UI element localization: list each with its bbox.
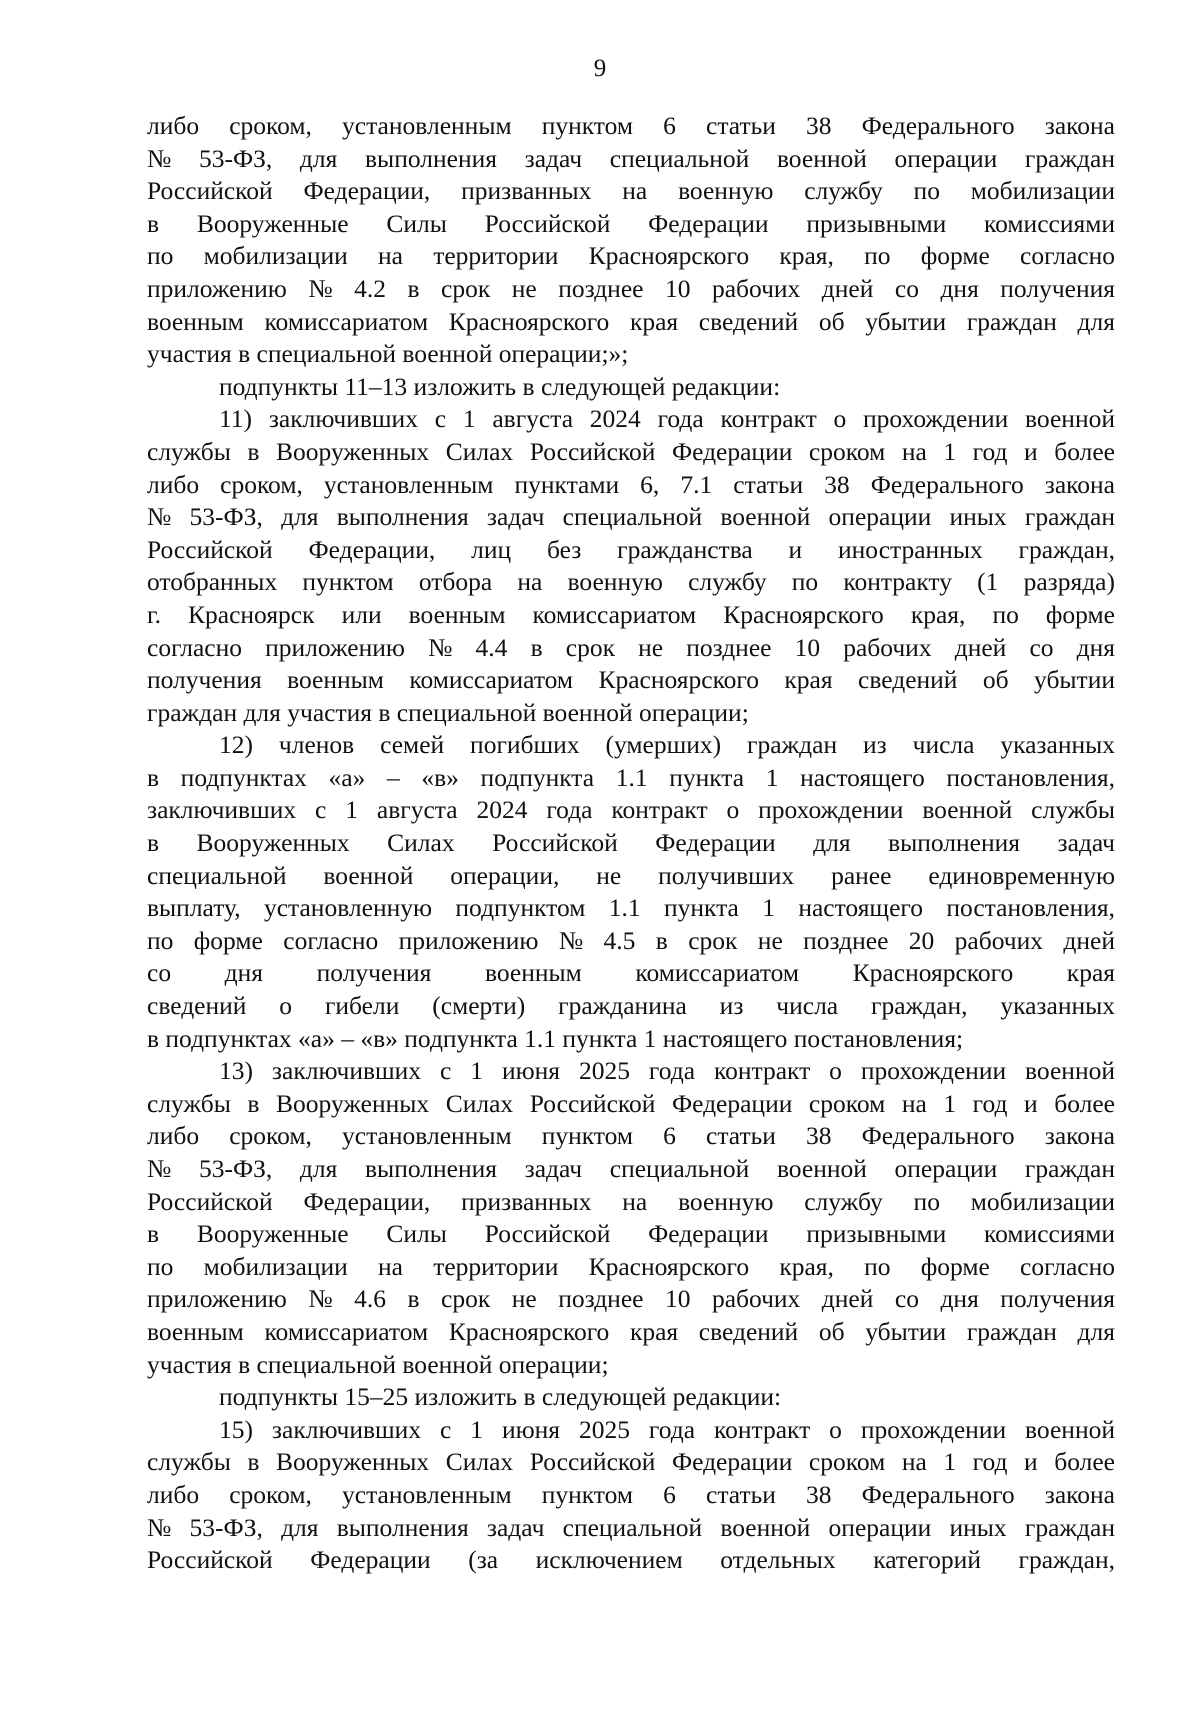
text-line: участия в специальной военной операции;»; — [147, 339, 629, 369]
text-line: Российской Федерации, призванных на военную службу по мобилизации — [147, 1186, 1115, 1216]
text-line: в Вооруженные Силы Российской Федерации призывными комиссиями — [147, 208, 1115, 238]
text-line: граждан для участия в специальной военной операции; — [147, 697, 749, 727]
text-line: 12) членов семей погибших (умерших) граждан из числа указанных — [219, 730, 1115, 760]
text-line: выплату, установленную подпунктом 1.1 пункта 1 настоящего постановления, — [147, 893, 1115, 923]
text-line: приложению № 4.6 в срок не позднее 10 рабочих дней со дня получения — [147, 1284, 1115, 1314]
text-line: в подпунктах «а» – «в» подпункта 1.1 пункта 1 настоящего постановления; — [147, 1023, 964, 1053]
text-line: № 53-ФЗ, для выполнения задач специальной военной операции иных граждан — [147, 502, 1115, 532]
text-line: отобранных пунктом отбора на военную службу по контракту (1 разряда) — [147, 567, 1115, 597]
text-line: 11) заключивших с 1 августа 2024 года контракт о прохождении военной — [219, 404, 1115, 434]
text-line: № 53-ФЗ, для выполнения задач специальной военной операции граждан — [147, 143, 1115, 173]
text-line: подпункты 15–25 изложить в следующей редакции: — [219, 1382, 782, 1412]
text-line: согласно приложению № 4.4 в срок не позднее 10 рабочих дней со дня — [147, 632, 1115, 662]
text-line: подпункты 11–13 изложить в следующей редакции: — [219, 371, 781, 401]
text-line: в Вооруженные Силы Российской Федерации призывными комиссиями — [147, 1219, 1115, 1249]
text-line: № 53-ФЗ, для выполнения задач специальной военной операции граждан — [147, 1154, 1115, 1183]
text-line: участия в специальной военной операции; — [147, 1349, 609, 1379]
text-line: Российской Федерации (за исключением отдельных категорий граждан, — [147, 1545, 1115, 1575]
text-line: № 53-ФЗ, для выполнения задач специальной военной операции иных граждан — [147, 1512, 1115, 1542]
text-line: либо сроком, установленным пунктом 6 статьи 38 Федерального закона — [147, 1121, 1115, 1151]
text-line: 15) заключивших с 1 июня 2025 года контракт о прохождении военной — [219, 1414, 1115, 1444]
text-line: военным комиссариатом Красноярского края сведений об убытии граждан для — [147, 306, 1115, 336]
text-line: со дня получения военным комиссариатом Красноярского края — [147, 958, 1115, 988]
text-line: заключивших с 1 августа 2024 года контракт о прохождении военной службы — [147, 795, 1115, 825]
text-line: получения военным комиссариатом Красноярского края сведений об убытии — [147, 665, 1115, 695]
text-line: в подпунктах «а» – «в» подпункта 1.1 пункта 1 настоящего постановления, — [147, 762, 1115, 792]
text-line: либо сроком, установленным пунктами 6, 7.1 статьи 38 Федерального закона — [147, 469, 1115, 499]
text-line: службы в Вооруженных Силах Российской Федерации сроком на 1 год и более — [147, 436, 1115, 466]
page-number: 9 — [593, 55, 607, 82]
text-line: Российской Федерации, призванных на военную службу по мобилизации — [147, 176, 1115, 206]
text-line: Российской Федерации, лиц без гражданства и иностранных граждан, — [147, 534, 1115, 564]
text-line: военным комиссариатом Красноярского края сведений об убытии граждан для — [147, 1316, 1115, 1346]
text-line: либо сроком, установленным пунктом 6 статьи 38 Федерального закона — [147, 1479, 1115, 1509]
text-line: по мобилизации на территории Красноярского края, по форме согласно — [147, 241, 1115, 271]
text-line: по мобилизации на территории Красноярского края, по форме согласно — [147, 1251, 1115, 1281]
text-line: 13) заключивших с 1 июня 2025 года контракт о прохождении военной — [219, 1056, 1115, 1086]
text-line: в Вооруженных Силах Российской Федерации для выполнения задач — [147, 828, 1115, 858]
text-line: либо сроком, установленным пунктом 6 статьи 38 Федерального закона — [147, 111, 1115, 140]
document-body — [147, 110, 1115, 1577]
text-line: сведений о гибели (смерти) гражданина из числа граждан, указанных — [147, 991, 1115, 1021]
text-line: специальной военной операции, не получивших ранее единовременную — [147, 860, 1115, 890]
text-line: г. Красноярск или военным комиссариатом Красноярского края, по форме — [147, 599, 1115, 629]
text-line: по форме согласно приложению № 4.5 в срок не позднее 20 рабочих дней — [147, 925, 1115, 955]
text-line: службы в Вооруженных Силах Российской Федерации сроком на 1 год и более — [147, 1088, 1115, 1118]
text-line: службы в Вооруженных Силах Российской Федерации сроком на 1 год и более — [147, 1447, 1115, 1477]
text-line: приложению № 4.2 в срок не позднее 10 рабочих дней со дня получения — [147, 273, 1115, 303]
